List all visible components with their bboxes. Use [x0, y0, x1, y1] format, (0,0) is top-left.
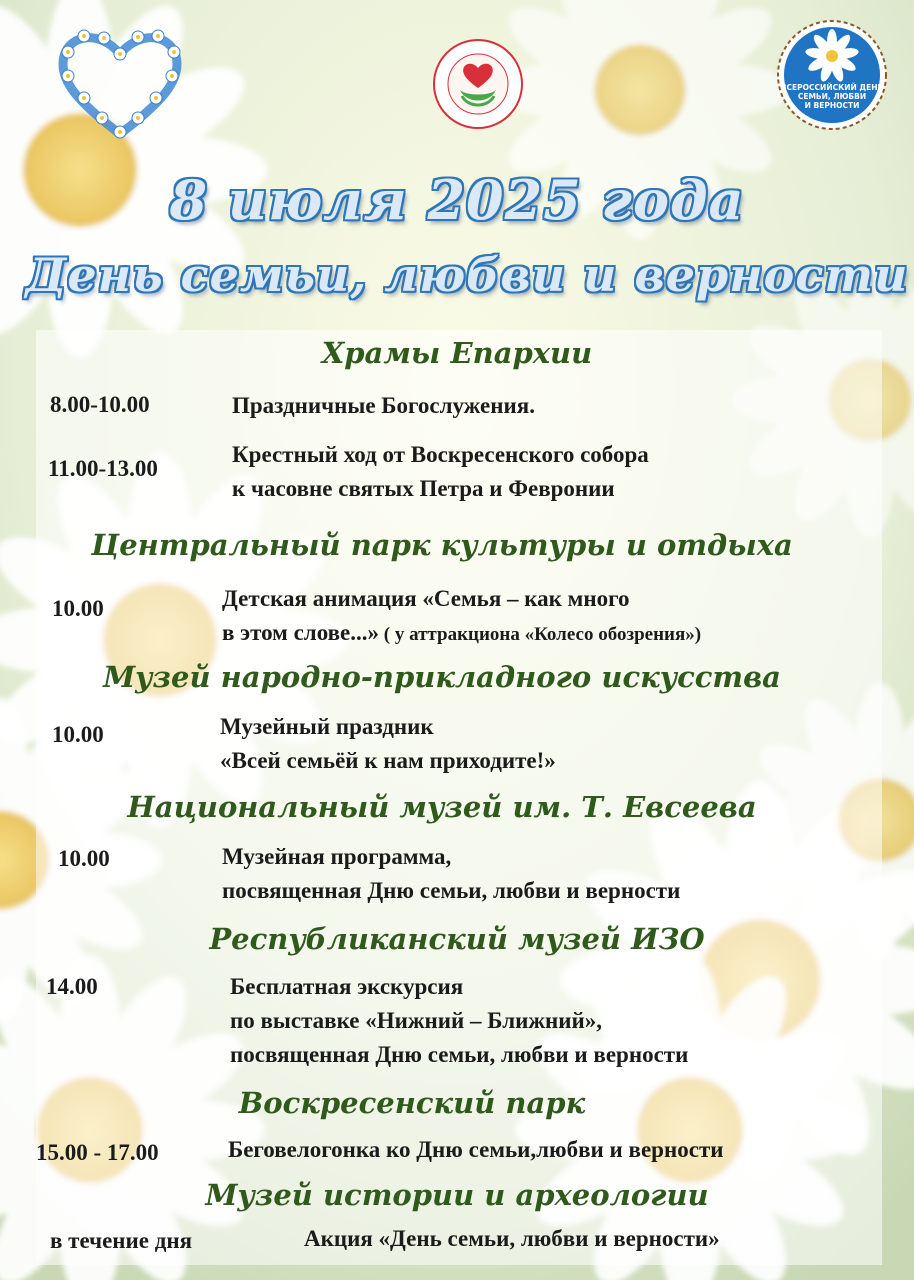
ministry-emblem-icon [432, 38, 524, 130]
event-line: посвященная Дню семьи, любви и верности [230, 1042, 689, 1067]
event-line: по выставке «Нижний – Ближний», [230, 1008, 603, 1033]
event-title: День семьи, любви и верности [25, 248, 909, 302]
event-description [232, 389, 535, 423]
date-title: 8 июля 2025 года [169, 168, 745, 232]
event-description [230, 970, 688, 1072]
event-note: ( у аттракциона «Колесо обозрения») [379, 624, 702, 645]
event-line: Детская анимация «Семья – как много [222, 586, 630, 611]
event-line: Музейная программа, [222, 844, 452, 869]
event-description [304, 1222, 720, 1256]
family-day-logo-line-2: СЕМЬИ, ЛЮБВИ [797, 92, 867, 101]
section-title-fine-arts-museum: Республиканский музей ИЗО [209, 922, 705, 956]
event-line: посвященная Дню семьи, любви и верности [222, 878, 681, 903]
event-time: в течение дня [50, 1228, 193, 1253]
section-title-national-museum: Национальный музей им. Т. Евсеева [127, 790, 757, 824]
event-time: 8.00-10.00 [50, 392, 150, 417]
event-time: 14.00 [46, 974, 98, 999]
event-line: Беговелогонка ко Дню семьи,любви и верности [228, 1137, 724, 1162]
event-time: 11.00-13.00 [48, 456, 158, 481]
event-line: Музейный праздник [220, 714, 434, 739]
event-line: к часовне святых Петра и Февронии [232, 476, 615, 501]
section-title-folk-art-museum: Музей народно-прикладного искусства [103, 660, 781, 694]
event-time: 10.00 [52, 596, 104, 621]
event-time: 10.00 [52, 722, 104, 747]
section-title-history-museum: Музей истории и археологии [205, 1178, 709, 1212]
event-line: в этом слове...» [222, 620, 380, 645]
family-day-emblem-icon [768, 18, 898, 133]
section-title-resurrection-park: Воскресенский парк [238, 1086, 586, 1120]
event-line: «Всей семьёй к нам приходите!» [220, 748, 556, 773]
event-line: Праздничные Богослужения. [232, 393, 535, 418]
heart-wreath-icon [48, 22, 193, 147]
event-line: Акция «День семьи, любви и верности» [304, 1226, 720, 1251]
event-description [222, 840, 680, 908]
event-description [220, 710, 556, 778]
section-title-central-park: Центральный парк культуры и отдыха [91, 528, 793, 562]
event-line: Крестный ход от Воскресенского собора [232, 442, 649, 467]
event-description [228, 1133, 724, 1167]
event-description [222, 582, 701, 652]
event-description [232, 438, 649, 506]
event-time: 15.00 - 17.00 [36, 1140, 159, 1165]
family-day-logo-line-1: ВСЕРОССИЙСКИЙ ДЕНЬ [780, 83, 884, 92]
event-line: Бесплатная экскурсия [230, 974, 464, 999]
section-title-cathedrals: Храмы Епархии [321, 336, 593, 370]
event-time: 10.00 [58, 846, 110, 871]
family-day-logo-line-3: И ВЕРНОСТИ [804, 101, 860, 110]
